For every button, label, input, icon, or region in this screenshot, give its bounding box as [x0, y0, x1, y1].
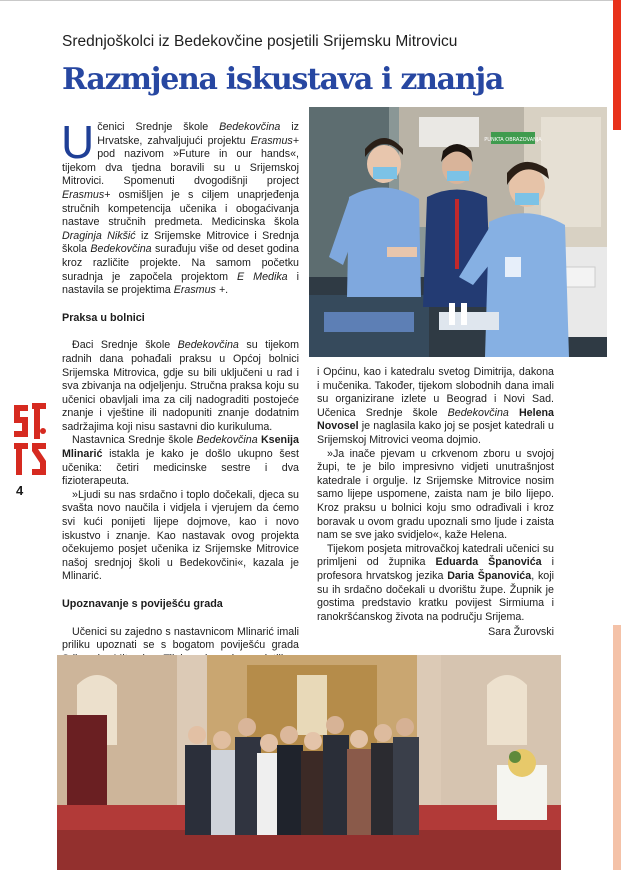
- magazine-logo-mark: [10, 401, 50, 477]
- page-number: 4: [16, 483, 24, 498]
- photo-hospital-students: [309, 107, 607, 357]
- paragraph-part-two: i Općinu, kao i katedralu svetog Dimitrija, dakona i mučenika. Također, tijekom slobodnih dana imali su organizirane izlete u Beograd i Novi Sad. Učenica Srednje škole Bedekovčina Helena Novosel je naglasila kako joj se posjet katedrali u Srijemskoj Mitrovici veoma dojmio.: [317, 366, 554, 446]
- paragraph: Tijekom posjeta mitrovačkoj katedrali učenici su primljeni od župnika Eduarda Španovića i profesora hrvatskog jezika Daria Španovića, koji su ih srdačno dočekali u dvorištu župe. Župnik je gostima predstavio kratku povijest Sirmiuma i ranokršćanskog života na području Srijema.: [317, 542, 555, 623]
- paragraph: Đaci Srednje škole Bedekovčina su tijekom radnih dana pohađali praksu u Općoj bolnici Srijemska Mitrovica, gdje su bili uključeni u rad i sva zbivanja na odjeljenju. Stručna praksa koju su učenici obavljali ima za cilj nadograditi postojeće znanje i vještine ili nadopuniti znanje dodatnim sadržajima koji nisu sastavni dio kurikuluma.: [62, 339, 299, 433]
- paragraph-continued: [317, 366, 554, 448]
- magazine-logo: [10, 401, 50, 477]
- intro-text: čenici Srednje škole Bedekovčina iz Hrvatske, zahvaljujući projektu Erasmus+ pod nazivom »Future in our hands«, tijekom dva tjedna boravili su u Srijemskoj Mitrovici. Spomenuti dvogodišnji project Erasmus+ osmišljen je s ciljem unaprjeđenja stručnih kompetencija učenika i obogaćivanja nastave stručnih predmeta. Medicinska škola Draginja Nikšić iz Srijemske Mitrovice i Srednja škola Bedekovčina surađuju više od deset godina kroz različite projekte. Na samom početku suradnja je započela projektom E Medika i nastavila se projektima Erasmus +.: [62, 121, 299, 297]
- paragraph: »Ljudi su nas srdačno i toplo dočekali, djeca su svašta novo naučila i vidjela i vjerujem da ćemo svi kući ponijeti lijepe dojmove, kao i novo iskustvo i znanje. Kao nastavak ovog projekta očekujemo posjet učenika iz Srijemske Mitrovice našoj srednjoj školi u Bedekovčini«, kazala je Mlinarić.: [62, 488, 299, 583]
- page-top-rule: [0, 0, 621, 1]
- article-column-left: [61, 116, 299, 694]
- article-intro: [61, 116, 299, 298]
- drop-cap: U: [61, 116, 95, 168]
- photo-cathedral-group: [57, 655, 561, 870]
- right-accent-band-peach: [613, 625, 621, 870]
- author-signature: Sara Žurovski: [488, 626, 554, 639]
- article-column-right: [317, 366, 554, 640]
- section-heading-history: Upoznavanje s poviješću grada: [62, 598, 223, 610]
- right-accent-band-red: [613, 0, 621, 130]
- door-sign: PUNKTA OBRAZOVANJA: [484, 137, 542, 143]
- section-heading-hospital: Praksa u bolnici: [62, 311, 145, 324]
- paragraph: Nastavnica Srednje škole Bedekovčina Ksenija Mlinarić istakla je kako je došlo ukupno šest učenika: četiri medicinske sestre i dva fizioterapeuta.: [62, 434, 299, 488]
- paragraph: »Ja inače pjevam u crkvenom zboru u svojoj župi, te je bilo impresivno vidjeti unutrašnjost katedrale i orgulje. Iz Srijemske Mitrovice nosim samo lijepe uspomene, zaista nam je bilo lijepo. Kroz praksu u bolnici koju smo odrađivali i kroz boravak u ovom gradu upoznali smo ljude i zaista nam se sve jako svidjelo«, kaže Helena.: [317, 447, 554, 542]
- paragraph-part-one: Učenici su zajedno s nastavnicom Mlinarić imali priliku upoznati se s bogatom poviješću grada: [62, 625, 299, 652]
- article-headline: Razmjena iskustava i znanja: [62, 62, 503, 97]
- article-kicker: Srednjoškolci iz Bedekovčine posjetili Srijemsku Mitrovicu: [62, 33, 458, 50]
- photo-hospital-illustration: [309, 107, 607, 357]
- photo-cathedral-illustration: [57, 655, 561, 870]
